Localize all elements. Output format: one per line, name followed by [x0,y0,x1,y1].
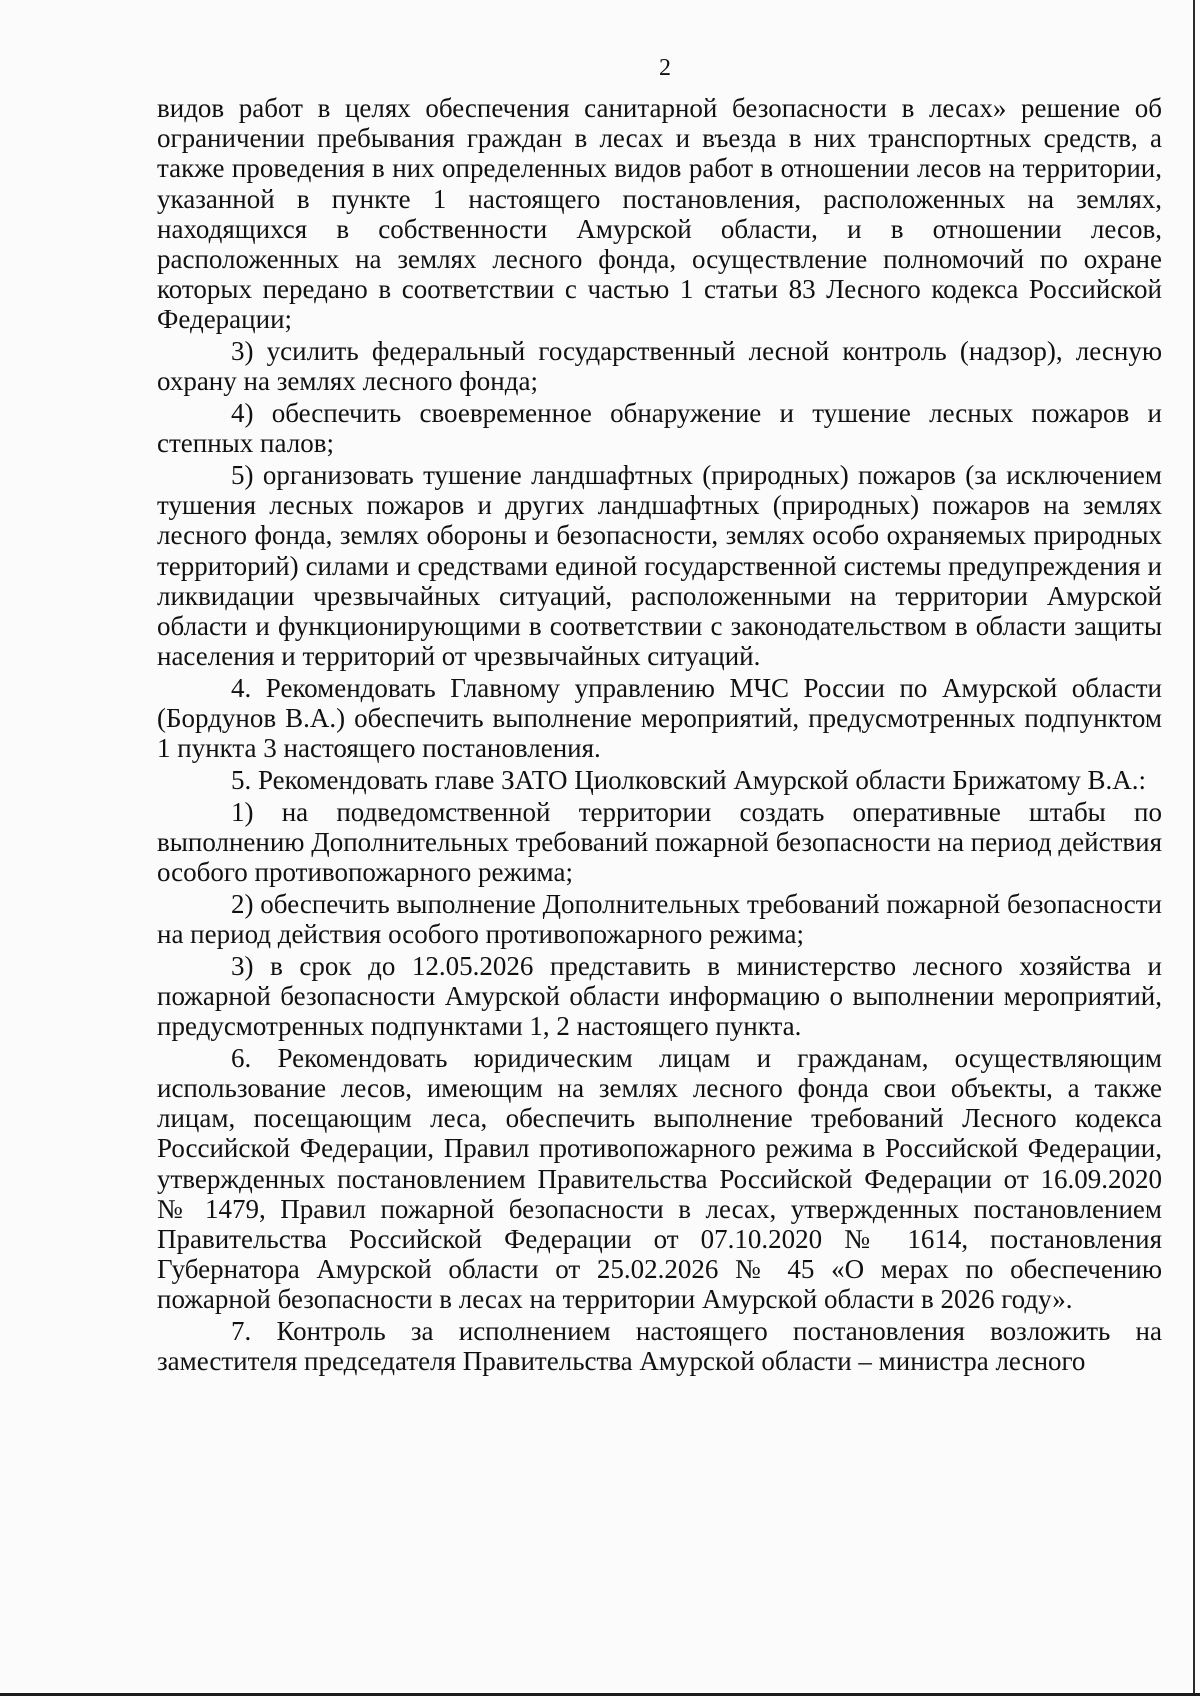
paragraph-item-5-3: 3) в срок до 12.05.2026 представить в министерство лесного хозяйства и пожарной безопасности Амурской области информацию о выполнении мероприятий, предусмотренных подпунктами 1, 2 настоящего пункта. [157,950,1162,1042]
paragraph-item-4: 4. Рекомендовать Главному управлению МЧС России по Амурской области (Бордунов В.А.) обеспечить выполнение мероприятий, предусмотренных подпунктом 1 пункта 3 настоящего постановления. [157,672,1162,764]
paragraph-item-6: 6. Рекомендовать юридическим лицам и гражданам, осуществляющим использование лесов, имеющим на землях лесного фонда свои объекты, а также лицам, посещающим леса, обеспечить выполнение требований Лесного кодекса Российской Федерации, Правил противопожарного режима в Российской Федерации, утвержденных постановлением Правительства Российской Федерации от 16.09.2020 № 1479, Правил пожарной безопасности в лесах, утвержденных постановлением Правительства Российской Федерации от 07.10.2020 № 1614, постановления Губернатора Амурской области от 25.02.2026 № 45 «О мерах по обеспечению пожарной безопасности в лесах на территории Амурской области в 2026 году». [157,1042,1162,1315]
paragraph-item-5-2: 2) обеспечить выполнение Дополнительных требований пожарной безопасности на период действия особого противопожарного режима; [157,888,1162,949]
scan-edge-bottom [0,1693,1200,1696]
paragraph-item-3-3: 3) усилить федеральный государственный лесной контроль (надзор), лесную охрану на землях лесного фонда; [157,336,1162,397]
page-number: 2 [659,55,671,81]
paragraph-continuation: видов работ в целях обеспечения санитарной безопасности в лесах» решение об ограничении пребывания граждан в лесах и въезда в них транспортных средств, а также проведения в них определенных видов работ в отношении лесов на территории, указанной в пункте 1 настоящего постановления, расположенных на землях, находящихся в собственности Амурской области, и в отношении лесов, расположенных на землях лесного фонда, осуществление полномочий по охране которых передано в соответствии с частью 1 статьи 83 Лесного кодекса Российской Федерации; [157,93,1162,335]
scan-edge-right [1193,0,1195,1696]
paragraph-item-5-1: 1) на подведомственной территории создать оперативные штабы по выполнению Дополнительных требований пожарной безопасности на период действия особого противопожарного режима; [157,796,1162,888]
paragraph-item-3-5: 5) организовать тушение ландшафтных (природных) пожаров (за исключением тушения лесных пожаров и других ландшафтных (природных) пожаров на землях лесного фонда, землях обороны и безопасности, землях особо охраняемых природных территорий) силами и средствами единой государственной системы предупреждения и ликвидации чрезвычайных ситуаций, расположенными на территории Амурской области и функционирующими в соответствии с законодательством в области защиты населения и территорий от чрезвычайных ситуаций. [157,459,1162,672]
paragraph-item-3-4: 4) обеспечить своевременное обнаружение и тушение лесных пожаров и степных палов; [157,398,1162,459]
document-body [157,93,1162,1378]
paragraph-item-5: 5. Рекомендовать главе ЗАТО Циолковский Амурской области Брижатому В.А.: [231,764,1147,795]
paragraph-item-7: 7. Контроль за исполнением настоящего постановления возложить на заместителя председателя Правительства Амурской области – министра лесного [157,1316,1162,1377]
